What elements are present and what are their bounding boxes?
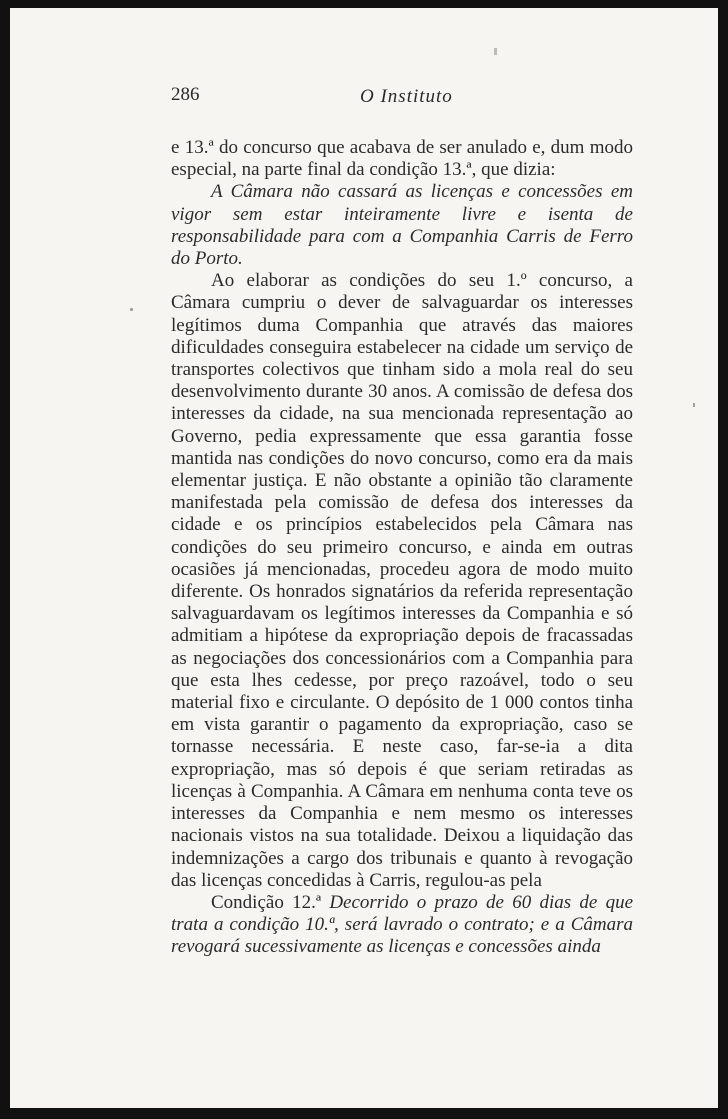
running-title: O Instituto [360,86,453,107]
condition-text: Decorrido o prazo de 60 dias de que trata a condição 10.ª, será lavrado o contrato; e a Câmara revogará sucessivamente as licenças e concessões ainda [171,891,634,958]
scan-speck [130,308,133,311]
book-page [10,8,718,1108]
scan-speck [693,403,695,407]
condition-12-paragraph [171,892,633,959]
main-paragraph: Ao elaborar as condições do seu 1.º concurso, a Câmara cumpriu o dever de salvaguardar os interesses legítimos duma Companhia que através das maiores dificuldades conseguira estabelecer na cidade um serviço de transportes colectivos que tinham sido a mola real do seu desenvolvimento durante 30 anos. A comissão de defesa dos interesses da cidade, na sua mencionada representação ao Governo, pedia expressamente que essa garantia fosse mantida nas condições do novo concurso, como era da mais elementar justiça. E não obstante a opinião tão claramente manifestada pela comissão de defesa dos interesses da cidade e os princípios estabelecidos pela Câmara nas condições do seu primeiro concurso, e ainda em outras ocasiões já mencionadas, procedeu agora de modo muito diferente. Os honrados signatários da referida representação salvaguardavam os legítimos interesses da Companhia e só admitiam a hipótese da expropriação depois de fracassadas as negociações dos concessionários com a Companhia para que esta lhes cedesse, por preço razoável, todo o seu material fixo e circulante. O depósito de 1 000 contos tinha em vista garantir o pagamento da expropriação, caso se tornasse necessária. E neste caso, far-se-ia a dita expropriação, mas só depois é que seriam retiradas as licenças à Companhia. A Câmara em nenhuma conta teve os interesses da Companhia e nem mesmo os interesses nacionais vistos na sua totalidade. Deixou a liquidação das indemnizações a cargo dos tribunais e quanto à revogação das licenças concedidas à Carris, regulou-as pela [171,270,633,891]
page-header [10,80,718,110]
page-number: 286 [171,84,200,105]
quoted-condition: A Câmara não cassará as licenças e concessões em vigor sem estar inteiramente livre e isenta de responsabilidade para com a Companhia Carris de Ferro do Porto. [171,181,633,270]
scan-mark [494,48,497,55]
condition-label: Condição 12.ª [211,891,322,913]
paragraph-continuation: e 13.ª do concurso que acabava de ser anulado e, dum modo especial, na parte final da condição 13.ª, que dizia: [171,137,633,181]
body-text [171,137,633,959]
